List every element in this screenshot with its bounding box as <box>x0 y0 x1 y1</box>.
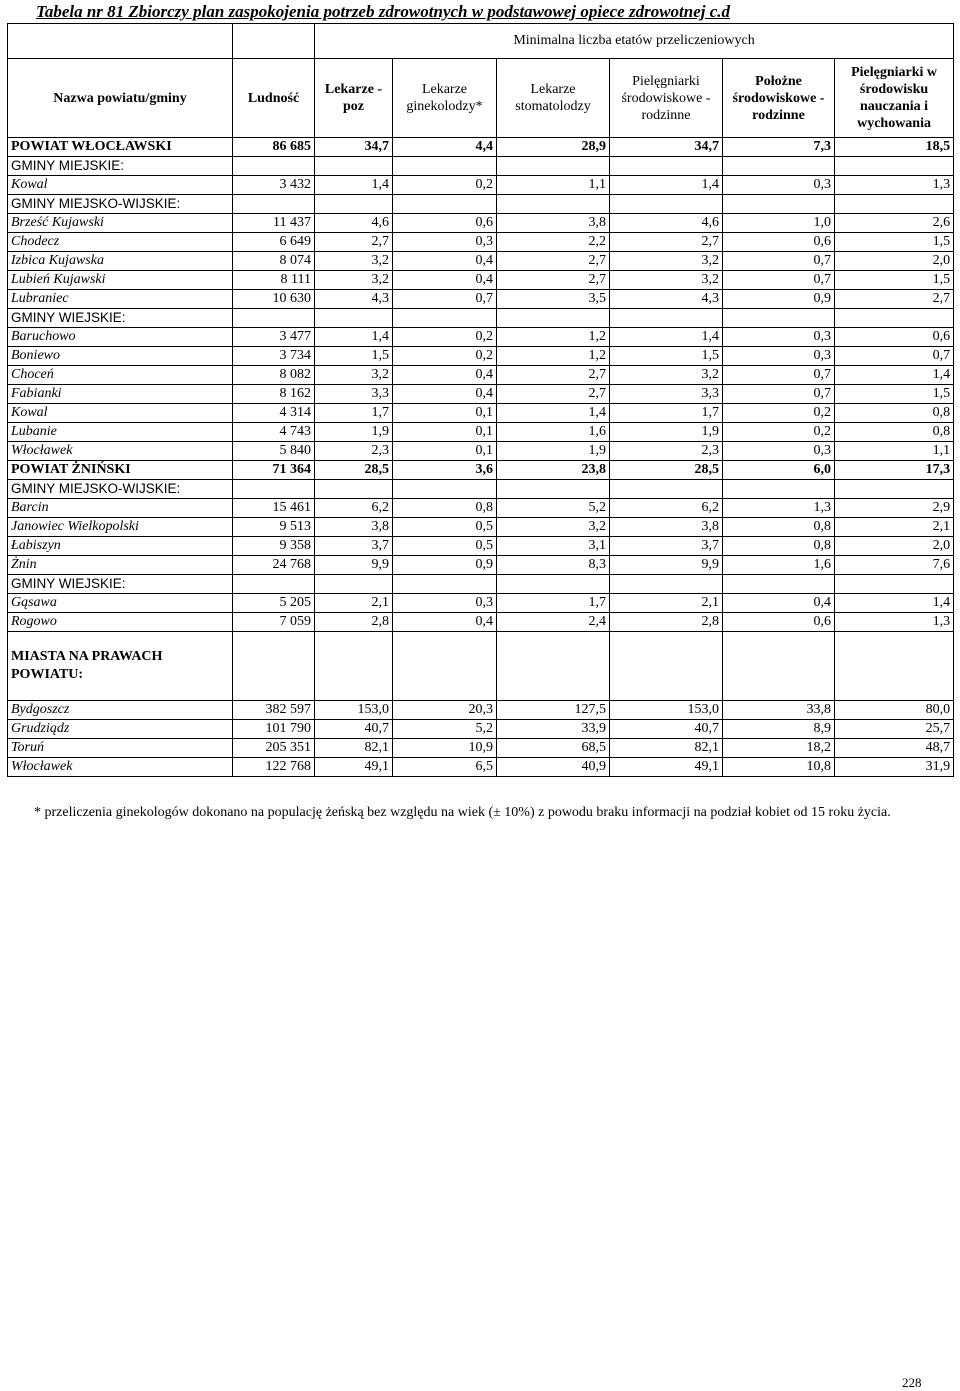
population-cell: 205 351 <box>233 739 315 758</box>
value-cell: 1,2 <box>497 328 610 347</box>
value-cell: 6,2 <box>315 499 393 518</box>
empty-cell <box>835 575 954 594</box>
value-cell: 2,0 <box>835 537 954 556</box>
value-cell: 1,9 <box>497 442 610 461</box>
population-cell: 382 597 <box>233 701 315 720</box>
value-cell: 34,7 <box>610 138 723 157</box>
empty-cell <box>393 575 497 594</box>
value-cell: 40,7 <box>610 720 723 739</box>
row-name: Barcin <box>8 499 233 518</box>
value-cell: 3,2 <box>497 518 610 537</box>
value-cell: 1,5 <box>315 347 393 366</box>
value-cell: 4,3 <box>315 290 393 309</box>
value-cell: 2,7 <box>835 290 954 309</box>
table-row <box>8 233 954 252</box>
value-cell: 5,2 <box>497 499 610 518</box>
empty-cell <box>723 480 835 499</box>
row-name: Toruń <box>8 739 233 758</box>
row-name: GMINY MIEJSKIE: <box>8 157 233 176</box>
table-row <box>8 404 954 423</box>
value-cell: 2,1 <box>835 518 954 537</box>
col-header-school-nurses: Pielęgniarki w środowisku nauczania i wychowania <box>835 59 954 138</box>
value-cell: 10,9 <box>393 739 497 758</box>
row-name: Lubanie <box>8 423 233 442</box>
table-row <box>8 613 954 632</box>
health-plan-table <box>7 23 954 777</box>
value-cell: 5,2 <box>393 720 497 739</box>
value-cell: 0,3 <box>393 233 497 252</box>
population-cell: 3 734 <box>233 347 315 366</box>
value-cell: 4,3 <box>610 290 723 309</box>
value-cell: 1,6 <box>723 556 835 575</box>
value-cell: 2,1 <box>610 594 723 613</box>
value-cell: 1,6 <box>497 423 610 442</box>
value-cell: 0,7 <box>723 252 835 271</box>
value-cell: 6,2 <box>610 499 723 518</box>
group-row <box>8 575 954 594</box>
empty-cell <box>315 632 393 701</box>
group-row <box>8 195 954 214</box>
empty-cell <box>233 575 315 594</box>
row-name: Baruchowo <box>8 328 233 347</box>
value-cell: 1,4 <box>610 176 723 195</box>
value-cell: 2,7 <box>497 366 610 385</box>
table-row <box>8 701 954 720</box>
empty-cell <box>393 195 497 214</box>
empty-cell <box>497 575 610 594</box>
value-cell: 0,6 <box>835 328 954 347</box>
value-cell: 1,0 <box>723 214 835 233</box>
population-cell: 9 513 <box>233 518 315 537</box>
value-cell: 34,7 <box>315 138 393 157</box>
value-cell: 1,7 <box>497 594 610 613</box>
value-cell: 20,3 <box>393 701 497 720</box>
group-row <box>8 157 954 176</box>
table-row <box>8 537 954 556</box>
value-cell: 1,4 <box>315 328 393 347</box>
value-cell: 0,7 <box>723 271 835 290</box>
value-cell: 0,3 <box>723 328 835 347</box>
row-name: Chodecz <box>8 233 233 252</box>
empty-cell <box>233 632 315 701</box>
value-cell: 31,9 <box>835 758 954 777</box>
population-cell: 11 437 <box>233 214 315 233</box>
population-cell: 5 205 <box>233 594 315 613</box>
table-row <box>8 271 954 290</box>
value-cell: 1,7 <box>315 404 393 423</box>
empty-cell <box>497 480 610 499</box>
population-cell: 8 082 <box>233 366 315 385</box>
value-cell: 3,8 <box>315 518 393 537</box>
row-name: GMINY WIEJSKIE: <box>8 575 233 594</box>
value-cell: 3,1 <box>497 537 610 556</box>
table-row <box>8 499 954 518</box>
group-row <box>8 480 954 499</box>
table-row <box>8 214 954 233</box>
value-cell: 0,3 <box>723 347 835 366</box>
value-cell: 17,3 <box>835 461 954 480</box>
empty-cell <box>233 195 315 214</box>
value-cell: 2,7 <box>610 233 723 252</box>
empty-cell <box>233 309 315 328</box>
table-body <box>8 138 954 777</box>
empty-cell <box>610 195 723 214</box>
table-row <box>8 423 954 442</box>
value-cell: 4,6 <box>315 214 393 233</box>
group-row <box>8 632 954 701</box>
row-name: Kowal <box>8 176 233 195</box>
value-cell: 68,5 <box>497 739 610 758</box>
population-cell: 10 630 <box>233 290 315 309</box>
powiat-row <box>8 138 954 157</box>
table-row <box>8 290 954 309</box>
population-cell: 5 840 <box>233 442 315 461</box>
value-cell: 0,3 <box>723 176 835 195</box>
value-cell: 23,8 <box>497 461 610 480</box>
population-cell: 15 461 <box>233 499 315 518</box>
value-cell: 80,0 <box>835 701 954 720</box>
value-cell: 0,7 <box>723 366 835 385</box>
population-cell: 101 790 <box>233 720 315 739</box>
population-cell: 3 477 <box>233 328 315 347</box>
empty-cell <box>315 157 393 176</box>
value-cell: 8,9 <box>723 720 835 739</box>
value-cell: 3,8 <box>610 518 723 537</box>
value-cell: 0,5 <box>393 537 497 556</box>
row-name: POWIAT WŁOCŁAWSKI <box>8 138 233 157</box>
empty-cell <box>610 157 723 176</box>
value-cell: 0,7 <box>723 385 835 404</box>
value-cell: 40,9 <box>497 758 610 777</box>
population-cell: 122 768 <box>233 758 315 777</box>
value-cell: 0,2 <box>393 347 497 366</box>
powiat-row <box>8 461 954 480</box>
population-cell: 4 743 <box>233 423 315 442</box>
value-cell: 0,2 <box>393 176 497 195</box>
table-row <box>8 252 954 271</box>
value-cell: 153,0 <box>610 701 723 720</box>
value-cell: 3,6 <box>393 461 497 480</box>
population-cell: 71 364 <box>233 461 315 480</box>
value-cell: 3,2 <box>315 271 393 290</box>
value-cell: 1,3 <box>835 613 954 632</box>
empty-cell <box>315 480 393 499</box>
col-header-dentists: Lekarze stomatolodzy <box>497 59 610 138</box>
value-cell: 18,5 <box>835 138 954 157</box>
table-row <box>8 556 954 575</box>
footnote: * przeliczenia ginekologów dokonano na populację żeńską bez względu na wiek (± 10%) z powodu braku informacji na podział kobiet od 15 roku życia. <box>34 805 891 820</box>
empty-cell <box>497 195 610 214</box>
value-cell: 49,1 <box>315 758 393 777</box>
value-cell: 28,9 <box>497 138 610 157</box>
value-cell: 0,4 <box>393 385 497 404</box>
value-cell: 0,7 <box>835 347 954 366</box>
value-cell: 2,3 <box>610 442 723 461</box>
table-row <box>8 758 954 777</box>
group-row <box>8 309 954 328</box>
value-cell: 3,2 <box>610 252 723 271</box>
value-cell: 1,3 <box>835 176 954 195</box>
value-cell: 0,4 <box>723 594 835 613</box>
value-cell: 2,7 <box>497 385 610 404</box>
value-cell: 1,3 <box>723 499 835 518</box>
value-cell: 0,4 <box>393 271 497 290</box>
empty-cell <box>610 632 723 701</box>
value-cell: 3,2 <box>315 366 393 385</box>
value-cell: 2,4 <box>497 613 610 632</box>
population-cell: 6 649 <box>233 233 315 252</box>
value-cell: 0,8 <box>723 518 835 537</box>
value-cell: 9,9 <box>315 556 393 575</box>
value-cell: 0,2 <box>723 423 835 442</box>
value-cell: 6,5 <box>393 758 497 777</box>
empty-cell <box>497 632 610 701</box>
value-cell: 3,2 <box>610 366 723 385</box>
row-name: POWIAT ŻNIŃSKI <box>8 461 233 480</box>
population-cell: 3 432 <box>233 176 315 195</box>
value-cell: 0,8 <box>835 423 954 442</box>
population-cell: 24 768 <box>233 556 315 575</box>
empty-cell <box>233 480 315 499</box>
value-cell: 33,9 <box>497 720 610 739</box>
value-cell: 153,0 <box>315 701 393 720</box>
value-cell: 82,1 <box>610 739 723 758</box>
value-cell: 3,7 <box>315 537 393 556</box>
value-cell: 3,8 <box>497 214 610 233</box>
row-name: GMINY WIEJSKIE: <box>8 309 233 328</box>
table-row <box>8 385 954 404</box>
value-cell: 2,0 <box>835 252 954 271</box>
value-cell: 1,4 <box>835 594 954 613</box>
value-cell: 0,4 <box>393 613 497 632</box>
col-header-midwives: Położne środowiskowe - rodzinne <box>723 59 835 138</box>
value-cell: 28,5 <box>315 461 393 480</box>
empty-cell <box>723 195 835 214</box>
empty-cell <box>723 575 835 594</box>
row-name: Grudziądz <box>8 720 233 739</box>
value-cell: 0,3 <box>723 442 835 461</box>
empty-cell <box>835 309 954 328</box>
population-cell: 4 314 <box>233 404 315 423</box>
value-cell: 0,2 <box>393 328 497 347</box>
value-cell: 4,6 <box>610 214 723 233</box>
row-name: Lubraniec <box>8 290 233 309</box>
row-name: MIASTA NA PRAWACH POWIATU: <box>8 632 233 701</box>
empty-cell <box>393 309 497 328</box>
value-cell: 1,5 <box>835 271 954 290</box>
row-name: Lubień Kujawski <box>8 271 233 290</box>
value-cell: 7,3 <box>723 138 835 157</box>
value-cell: 40,7 <box>315 720 393 739</box>
value-cell: 0,1 <box>393 442 497 461</box>
value-cell: 1,1 <box>835 442 954 461</box>
value-cell: 0,9 <box>393 556 497 575</box>
value-cell: 2,7 <box>497 271 610 290</box>
value-cell: 18,2 <box>723 739 835 758</box>
value-cell: 10,8 <box>723 758 835 777</box>
value-cell: 0,7 <box>393 290 497 309</box>
value-cell: 0,9 <box>723 290 835 309</box>
population-cell: 8 074 <box>233 252 315 271</box>
value-cell: 2,8 <box>610 613 723 632</box>
col-header-gp-doctors: Lekarze - poz <box>315 59 393 138</box>
row-name: Boniewo <box>8 347 233 366</box>
value-cell: 2,7 <box>497 252 610 271</box>
empty-cell <box>393 157 497 176</box>
row-name: Bydgoszcz <box>8 701 233 720</box>
col-header-population: Ludność <box>233 59 315 138</box>
row-name: Izbica Kujawska <box>8 252 233 271</box>
population-cell: 8 162 <box>233 385 315 404</box>
value-cell: 8,3 <box>497 556 610 575</box>
value-cell: 2,7 <box>315 233 393 252</box>
value-cell: 1,5 <box>835 233 954 252</box>
value-cell: 0,1 <box>393 404 497 423</box>
value-cell: 1,4 <box>497 404 610 423</box>
row-name: Janowiec Wielkopolski <box>8 518 233 537</box>
value-cell: 1,2 <box>497 347 610 366</box>
value-cell: 2,1 <box>315 594 393 613</box>
population-cell: 7 059 <box>233 613 315 632</box>
row-name: Gąsawa <box>8 594 233 613</box>
col-header-name: Nazwa powiatu/gminy <box>8 59 233 138</box>
value-cell: 0,8 <box>393 499 497 518</box>
value-cell: 0,6 <box>723 233 835 252</box>
header-blank <box>8 24 233 59</box>
value-cell: 3,5 <box>497 290 610 309</box>
empty-cell <box>835 632 954 701</box>
empty-cell <box>723 309 835 328</box>
table-row <box>8 176 954 195</box>
empty-cell <box>723 632 835 701</box>
value-cell: 1,9 <box>315 423 393 442</box>
value-cell: 49,1 <box>610 758 723 777</box>
value-cell: 1,9 <box>610 423 723 442</box>
table-row <box>8 739 954 758</box>
value-cell: 0,6 <box>723 613 835 632</box>
population-cell: 9 358 <box>233 537 315 556</box>
row-name: GMINY MIEJSKO-WIJSKIE: <box>8 195 233 214</box>
value-cell: 6,0 <box>723 461 835 480</box>
value-cell: 127,5 <box>497 701 610 720</box>
row-name: Rogowo <box>8 613 233 632</box>
value-cell: 0,5 <box>393 518 497 537</box>
col-header-gynecologists: Lekarze ginekolodzy* <box>393 59 497 138</box>
value-cell: 3,2 <box>315 252 393 271</box>
row-name: Żnin <box>8 556 233 575</box>
empty-cell <box>610 480 723 499</box>
header-minimal-count: Minimalna liczba etatów przeliczeniowych <box>315 24 954 59</box>
value-cell: 3,2 <box>610 271 723 290</box>
table-row <box>8 328 954 347</box>
value-cell: 7,6 <box>835 556 954 575</box>
empty-cell <box>610 309 723 328</box>
population-cell: 86 685 <box>233 138 315 157</box>
value-cell: 9,9 <box>610 556 723 575</box>
row-name: Kowal <box>8 404 233 423</box>
value-cell: 0,4 <box>393 366 497 385</box>
value-cell: 1,7 <box>610 404 723 423</box>
value-cell: 0,1 <box>393 423 497 442</box>
empty-cell <box>497 157 610 176</box>
header-blank <box>233 24 315 59</box>
empty-cell <box>835 480 954 499</box>
value-cell: 1,5 <box>610 347 723 366</box>
row-name: Choceń <box>8 366 233 385</box>
empty-cell <box>723 157 835 176</box>
value-cell: 3,7 <box>610 537 723 556</box>
table-row <box>8 594 954 613</box>
value-cell: 2,6 <box>835 214 954 233</box>
row-name: Fabianki <box>8 385 233 404</box>
row-name: Włocławek <box>8 758 233 777</box>
table-row <box>8 518 954 537</box>
value-cell: 25,7 <box>835 720 954 739</box>
value-cell: 28,5 <box>610 461 723 480</box>
value-cell: 0,3 <box>393 594 497 613</box>
empty-cell <box>393 632 497 701</box>
row-name: Włocławek <box>8 442 233 461</box>
empty-cell <box>497 309 610 328</box>
page-number: 228 <box>902 1375 922 1390</box>
empty-cell <box>393 480 497 499</box>
value-cell: 0,6 <box>393 214 497 233</box>
value-cell: 3,3 <box>315 385 393 404</box>
value-cell: 2,2 <box>497 233 610 252</box>
col-header-community-nurses: Pielęgniarki środowiskowe -rodzinne <box>610 59 723 138</box>
value-cell: 0,2 <box>723 404 835 423</box>
value-cell: 2,3 <box>315 442 393 461</box>
empty-cell <box>233 157 315 176</box>
table-row <box>8 366 954 385</box>
value-cell: 2,9 <box>835 499 954 518</box>
population-cell: 8 111 <box>233 271 315 290</box>
value-cell: 82,1 <box>315 739 393 758</box>
empty-cell <box>315 309 393 328</box>
value-cell: 1,4 <box>835 366 954 385</box>
value-cell: 1,4 <box>315 176 393 195</box>
empty-cell <box>315 575 393 594</box>
value-cell: 0,8 <box>723 537 835 556</box>
value-cell: 48,7 <box>835 739 954 758</box>
value-cell: 0,4 <box>393 252 497 271</box>
table-row <box>8 720 954 739</box>
value-cell: 2,8 <box>315 613 393 632</box>
table-row <box>8 347 954 366</box>
row-name: Łabiszyn <box>8 537 233 556</box>
value-cell: 33,8 <box>723 701 835 720</box>
value-cell: 1,4 <box>610 328 723 347</box>
empty-cell <box>835 195 954 214</box>
value-cell: 3,3 <box>610 385 723 404</box>
empty-cell <box>835 157 954 176</box>
row-name: GMINY MIEJSKO-WIJSKIE: <box>8 480 233 499</box>
value-cell: 0,8 <box>835 404 954 423</box>
value-cell: 4,4 <box>393 138 497 157</box>
value-cell: 1,5 <box>835 385 954 404</box>
empty-cell <box>315 195 393 214</box>
table-row <box>8 442 954 461</box>
row-name: Brześć Kujawski <box>8 214 233 233</box>
table-caption: Tabela nr 81 Zbiorczy plan zaspokojenia potrzeb zdrowotnych w podstawowej opiece zdrowotnej c.d <box>36 2 731 21</box>
empty-cell <box>610 575 723 594</box>
value-cell: 1,1 <box>497 176 610 195</box>
